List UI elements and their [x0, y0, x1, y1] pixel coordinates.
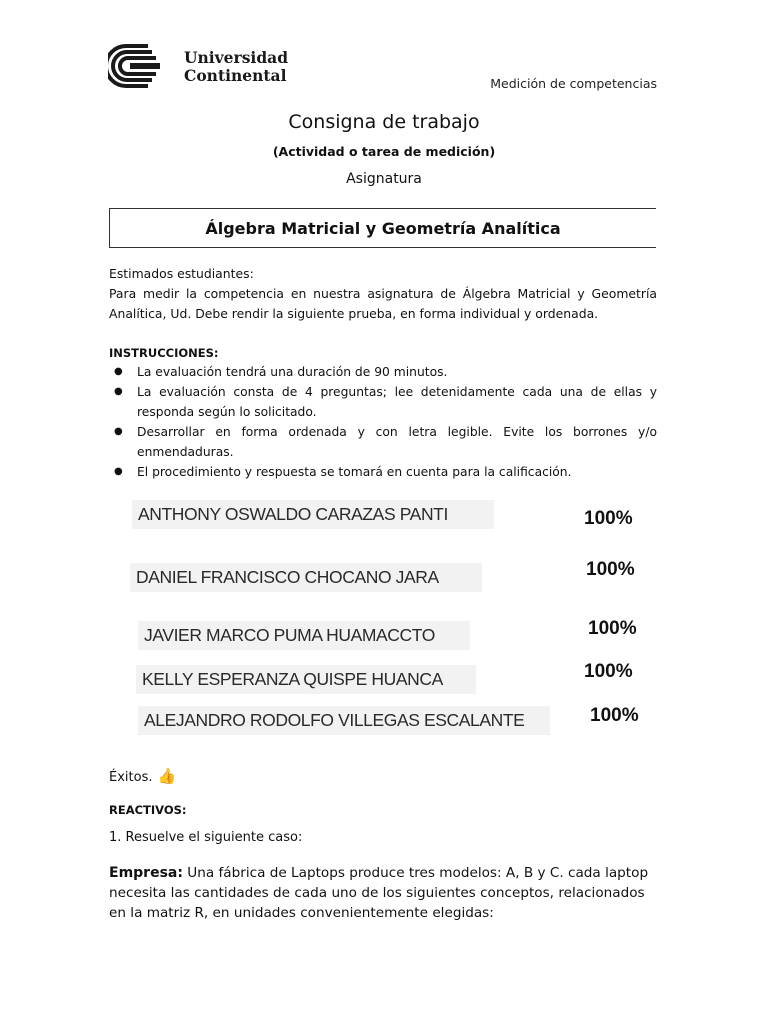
student-percent: 100% — [586, 559, 635, 580]
bullet-icon: ● — [114, 466, 123, 477]
exitos-text: Éxitos. — [109, 770, 153, 785]
student-name: ANTHONY OSWALDO CARAZAS PANTI — [132, 500, 494, 529]
instructions-heading: INSTRUCCIONES: — [109, 346, 219, 360]
greeting: Estimados estudiantes: — [109, 266, 254, 281]
bullet-icon: ● — [114, 366, 123, 377]
university-name-line2: Continental — [184, 66, 287, 85]
list-item — [109, 382, 657, 422]
instruction-text: La evaluación tendrá una duración de 90 minutos. — [137, 365, 448, 379]
header-caption: Medición de competencias — [490, 76, 657, 91]
thumbs-up-icon: 👍 — [157, 767, 177, 785]
bullet-icon: ● — [114, 426, 123, 437]
student-percent: 100% — [584, 508, 633, 529]
empresa-paragraph — [109, 863, 657, 923]
subject-title: Álgebra Matricial y Geometría Analítica — [205, 218, 561, 238]
page-subtitle: (Actividad o tarea de medición) — [272, 144, 496, 159]
list-item — [109, 422, 657, 462]
student-name: KELLY ESPERANZA QUISPE HUANCA — [136, 665, 476, 694]
instruction-text: El procedimiento y respuesta se tomará en cuenta para la calificación. — [137, 465, 572, 479]
reactivo-item-1: 1. Resuelve el siguiente caso: — [109, 830, 303, 845]
university-logo-icon — [108, 44, 170, 88]
intro-paragraph: Para medir la competencia en nuestra asignatura de Álgebra Matricial y Geometría Analítica, Ud. Debe rendir la siguiente prueba, en forma individual y ordenada. — [109, 286, 657, 321]
student-percent: 100% — [588, 618, 637, 639]
page-title: Consigna de trabajo — [288, 111, 480, 133]
exitos-line — [109, 767, 176, 785]
reactivos-heading: REACTIVOS: — [109, 803, 187, 817]
empresa-label: Empresa: — [109, 865, 183, 881]
student-percent: 100% — [584, 661, 633, 682]
instruction-text: La evaluación consta de 4 preguntas; lee detenidamente cada una de ellas y responda según lo solicitado. — [137, 385, 657, 419]
asignatura-label: Asignatura — [346, 171, 422, 187]
list-item — [109, 362, 657, 382]
student-percent: 100% — [590, 705, 639, 726]
subject-box — [109, 208, 656, 248]
student-name: DANIEL FRANCISCO CHOCANO JARA — [130, 563, 482, 592]
student-name: ALEJANDRO RODOLFO VILLEGAS ESCALANTE — [138, 706, 550, 735]
university-name — [184, 49, 288, 85]
bullet-icon: ● — [114, 386, 123, 397]
university-name-line1: Universidad — [184, 48, 289, 67]
instruction-text: Desarrollar en forma ordenada y con letra legible. Evite los borrones y/o enmendaduras. — [137, 425, 657, 459]
empresa-text: Una fábrica de Laptops produce tres modelos: A, B y C. cada laptop necesita las cantidades de cada uno de los siguientes conceptos, relacionados en la matriz R, en unidades convenientemente elegidas: — [109, 865, 649, 921]
list-item — [109, 462, 657, 482]
student-name: JAVIER MARCO PUMA HUAMACCTO — [138, 621, 470, 650]
instructions-list — [109, 362, 657, 482]
student-list — [112, 488, 672, 743]
